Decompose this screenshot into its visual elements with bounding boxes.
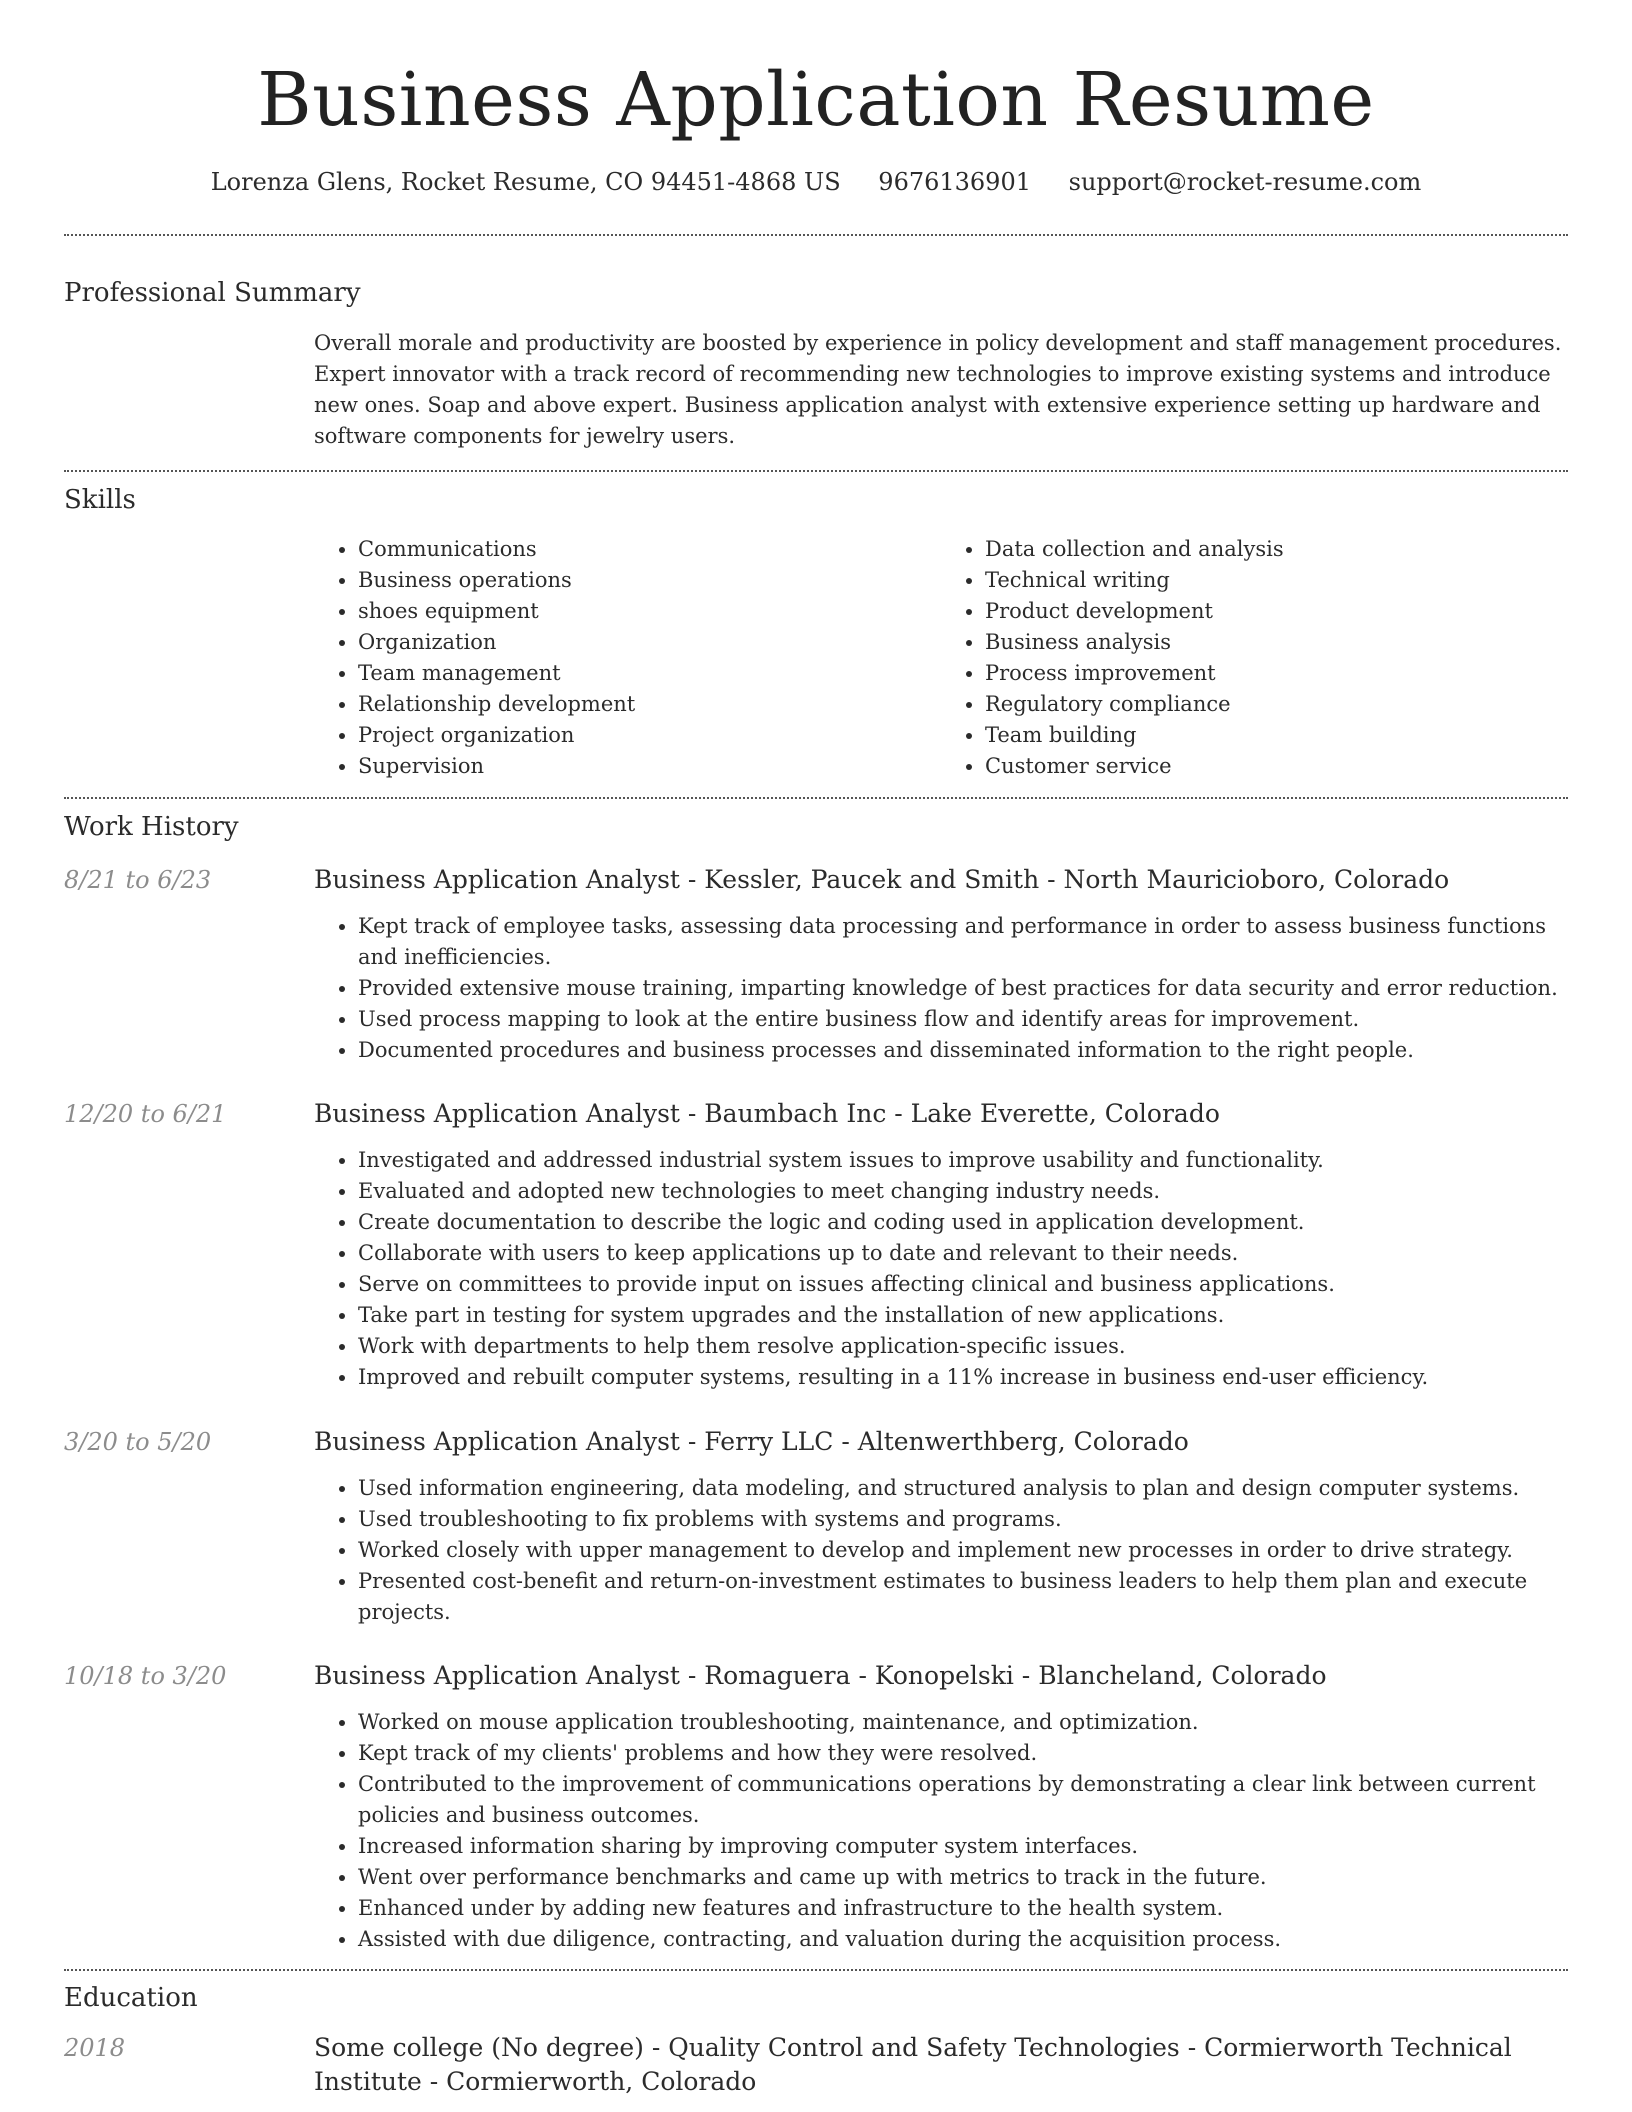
resume-header <box>64 0 1568 198</box>
job-date: 8/21 to 6/23 <box>64 866 212 894</box>
job-bullet: • Serve on committees to provide input on issues affecting clinical and business applications. <box>358 1269 1568 1300</box>
skill-item: • Project organization <box>358 720 941 751</box>
skill-item: • Process improvement <box>985 658 1568 689</box>
job-title: Business Application Analyst - Romaguera - Konopelski - Blancheland, Colorado <box>314 1661 1327 1690</box>
job-bullets <box>314 1707 1568 1955</box>
section-divider <box>64 470 1568 472</box>
skill-item: • Customer service <box>985 751 1568 782</box>
contact-email: support@rocket-resume.com <box>1068 168 1422 196</box>
skill-item: • Product development <box>985 596 1568 627</box>
education-date: 2018 <box>64 2034 126 2062</box>
education-list <box>64 2031 1568 2099</box>
job-header <box>64 1097 1568 1131</box>
job-bullet: • Improved and rebuilt computer systems, resulting in a 11% increase in business end-user efficiency. <box>358 1362 1568 1393</box>
job-bullet: • Used process mapping to look at the entire business flow and identify areas for improvement. <box>358 1004 1568 1035</box>
job-header <box>64 1425 1568 1459</box>
skill-item: • Relationship development <box>358 689 941 720</box>
job-bullet: • Increased information sharing by improving computer system interfaces. <box>358 1831 1568 1862</box>
summary-section-title: Professional Summary <box>64 278 361 308</box>
job-entry <box>64 1097 1568 1393</box>
job-bullet: • Work with departments to help them resolve application-specific issues. <box>358 1331 1568 1362</box>
job-bullet: • Kept track of my clients' problems and how they were resolved. <box>358 1738 1568 1769</box>
job-header <box>64 863 1568 897</box>
job-bullet: • Create documentation to describe the logic and coding used in application development. <box>358 1207 1568 1238</box>
education-title: Some college (No degree) - Quality Control and Safety Technologies - Cormierworth Technical Institute - Cormierworth, Colorado <box>314 2033 1512 2096</box>
skill-item: • Supervision <box>358 751 941 782</box>
job-bullet: • Provided extensive mouse training, imparting knowledge of best practices for data security and error reduction. <box>358 973 1568 1004</box>
section-divider <box>64 797 1568 799</box>
skill-item: • Technical writing <box>985 565 1568 596</box>
job-date: 3/20 to 5/20 <box>64 1428 212 1456</box>
work-section-title: Work History <box>64 812 239 842</box>
section-divider <box>64 234 1568 236</box>
contact-phone: 9676136901 <box>878 168 1031 196</box>
job-title: Business Application Analyst - Kessler, Paucek and Smith - North Mauricioboro, Colorado <box>314 865 1450 894</box>
job-bullets <box>314 1145 1568 1393</box>
skill-item: • shoes equipment <box>358 596 941 627</box>
job-bullet: • Went over performance benchmarks and came up with metrics to track in the future. <box>358 1862 1568 1893</box>
job-date: 10/18 to 3/20 <box>64 1662 227 1690</box>
job-bullets <box>314 1473 1568 1628</box>
job-title: Business Application Analyst - Baumbach Inc - Lake Everette, Colorado <box>314 1099 1220 1128</box>
summary-text: Overall morale and productivity are boosted by experience in policy development and staff management procedures. Expert innovator with a track record of recommending new technologies to improve existing systems and introduce new ones. Soap and above expert. Business application analyst with extensive experience setting up hardware and software components for jewelry users. <box>314 331 1562 448</box>
job-title: Business Application Analyst - Ferry LLC - Altenwerthberg, Colorado <box>314 1427 1189 1456</box>
job-bullet: • Worked closely with upper management to develop and implement new processes in order to drive strategy. <box>358 1535 1568 1566</box>
resume-title: Business Application Resume <box>257 57 1375 143</box>
section-divider <box>64 1969 1568 1971</box>
job-bullet: • Investigated and addressed industrial system issues to improve usability and functionality. <box>358 1145 1568 1176</box>
skills-section-title: Skills <box>64 485 136 515</box>
job-bullet: • Evaluated and adopted new technologies to meet changing industry needs. <box>358 1176 1568 1207</box>
skill-item: • Team management <box>358 658 941 689</box>
skills-list-right <box>941 534 1568 782</box>
job-bullet: • Enhanced under by adding new features and infrastructure to the health system. <box>358 1893 1568 1924</box>
work-history-list <box>64 863 1568 1955</box>
job-bullet: • Assisted with due diligence, contracting, and valuation during the acquisition process. <box>358 1924 1568 1955</box>
skill-item: • Business analysis <box>985 627 1568 658</box>
job-entry <box>64 1659 1568 1955</box>
skill-item: • Team building <box>985 720 1568 751</box>
job-bullet: • Collaborate with users to keep applications up to date and relevant to their needs. <box>358 1238 1568 1269</box>
contact-address: Lorenza Glens, Rocket Resume, CO 94451-4868 US <box>210 168 841 196</box>
job-bullet: • Worked on mouse application troubleshooting, maintenance, and optimization. <box>358 1707 1568 1738</box>
job-bullet: • Contributed to the improvement of communications operations by demonstrating a clear link between current policies and business outcomes. <box>358 1769 1568 1831</box>
job-bullet: • Used troubleshooting to fix problems with systems and programs. <box>358 1504 1568 1535</box>
job-bullet: • Documented procedures and business processes and disseminated information to the right people. <box>358 1035 1568 1066</box>
job-bullet: • Used information engineering, data modeling, and structured analysis to plan and design computer systems. <box>358 1473 1568 1504</box>
job-entry <box>64 863 1568 1066</box>
skills-list-left <box>314 534 941 782</box>
job-header <box>64 1659 1568 1693</box>
job-bullet: • Kept track of employee tasks, assessing data processing and performance in order to assess business functions and inefficiencies. <box>358 911 1568 973</box>
job-entry <box>64 1425 1568 1628</box>
job-bullets <box>314 911 1568 1066</box>
skill-item: • Regulatory compliance <box>985 689 1568 720</box>
skill-item: • Organization <box>358 627 941 658</box>
skills-columns <box>314 534 1568 782</box>
job-bullet: • Take part in testing for system upgrades and the installation of new applications. <box>358 1300 1568 1331</box>
job-bullet: • Presented cost-benefit and return-on-investment estimates to business leaders to help them plan and execute projects. <box>358 1566 1568 1628</box>
education-entry <box>64 2031 1568 2099</box>
skill-item: • Communications <box>358 534 941 565</box>
contact-line <box>64 166 1568 198</box>
job-date: 12/20 to 6/21 <box>64 1100 227 1128</box>
skill-item: • Data collection and analysis <box>985 534 1568 565</box>
skill-item: • Business operations <box>358 565 941 596</box>
education-section-title: Education <box>64 1983 198 2013</box>
